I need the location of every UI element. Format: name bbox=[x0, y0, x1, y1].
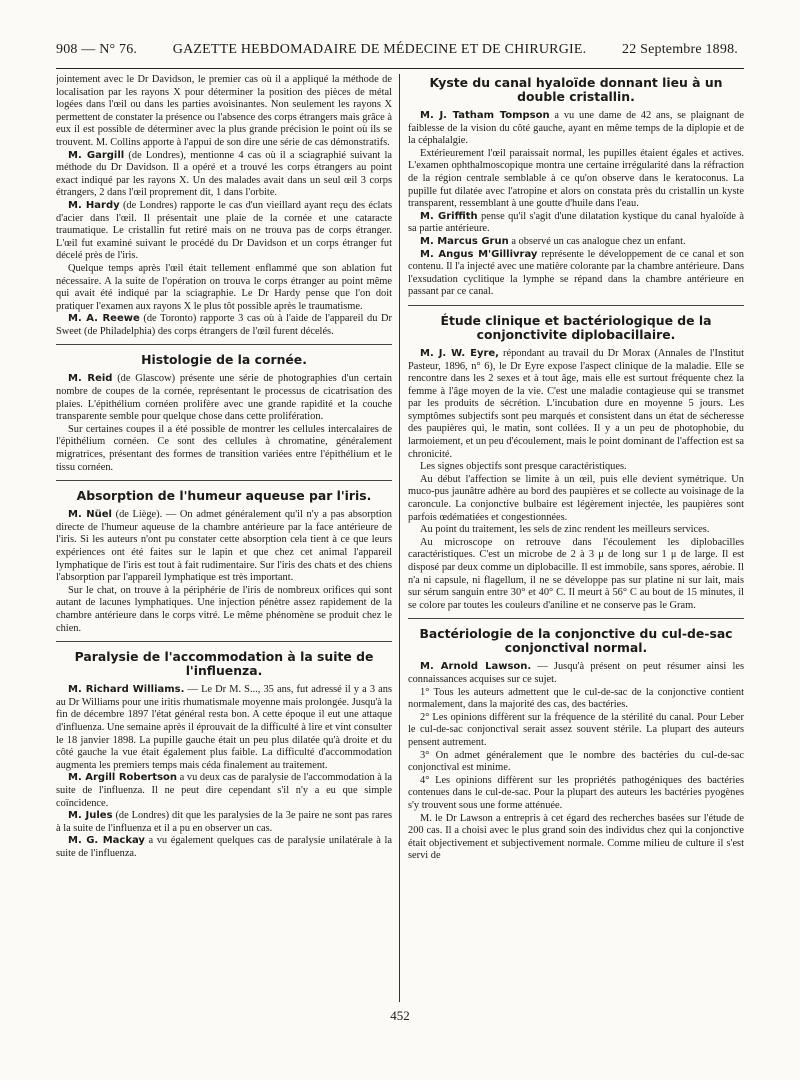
paragraph: M. G. Mackay a vu également quelques cas de paralysie unilatérale à la suite de l'influenza. bbox=[56, 835, 392, 859]
speaker-name: M. Nüel bbox=[68, 509, 112, 521]
speaker-name: M. Hardy bbox=[68, 199, 120, 211]
section-divider bbox=[408, 305, 744, 306]
section-heading-bacteriologie: Bactériologie de la conjonctive du cul-de-sac conjonctival normal. bbox=[419, 626, 733, 656]
section-heading-kyste: Kyste du canal hyaloïde donnant lieu à un double cristallin. bbox=[429, 75, 723, 104]
paragraph: 2° Les opinions diffèrent sur la fréquence de la stérilité du canal. Pour Leber le cul-de-sac conjonctival serait assez souvent stérile. La plupart des auteurs pensent autrement. bbox=[408, 711, 744, 748]
speaker-name: M. J. W. Eyre, bbox=[420, 347, 499, 359]
section-heading-absorption: Absorption de l'humeur aqueuse par l'iris. bbox=[76, 488, 372, 504]
speaker-name: M. J. Tatham Tompson bbox=[420, 110, 550, 121]
header-issue: 908 — N° 76. bbox=[56, 42, 138, 57]
section-divider bbox=[56, 480, 392, 481]
speaker-name: M. Griffith bbox=[420, 210, 478, 222]
running-header bbox=[56, 42, 738, 58]
paragraph: M. Angus M'Gillivray représente le développement de ce canal et son contenu. Il l'a injecté avec une matière colorante par la chambre antérieure. Dans l'exsudation cyclitique la lymphe se répand dans la chambre antérieure en passant par ce canal. bbox=[408, 248, 744, 298]
speaker-name: M. Argill Robertson bbox=[68, 772, 178, 784]
paragraph: M. A. Reewe (de Toronto) rapporte 3 cas où à l'aide de l'appareil du Dr Sweet (de Philadelphia) des corps étrangers de l'œil furent décelés. bbox=[56, 313, 392, 337]
left-column bbox=[56, 74, 392, 1002]
paragraph: jointement avec le Dr Davidson, le premier cas où il a appliqué la méthode de localisation par les rayons X pour déterminer la position des pièces de métal logées dans l'œil ou dans les parties avoisinantes. Non seulement les rayons X permettent de constater la présence ou l'absence des corps étrangers mais grâce à eux il est possible de déterminer avec la plus grande précision le point où ils se trouvent. M. Collins apporte à l'appui de son dire une série de cas démonstratifs. bbox=[56, 74, 392, 148]
speaker-name: M. Angus M'Gillivray bbox=[420, 248, 538, 260]
paragraph: M. Griffith pense qu'il s'agit d'une dilatation kystique du canal hyaloïde à sa partie antérieure. bbox=[408, 210, 744, 235]
speaker-name: M. Marcus Grun bbox=[420, 235, 509, 247]
paragraph: 4° Les opinions diffèrent sur les propriétés pathogéniques des bactéries contenues dans le cul-de-sac. Pour la plupart des auteurs les bactéries pyogènes s'y trouvent sous une forme atténuée. bbox=[408, 774, 744, 811]
paragraph: M. Marcus Grun a observé un cas analogue chez un enfant. bbox=[420, 235, 686, 247]
paragraph: M. J. W. Eyre, répondant au travail du Dr Morax (Annales de l'Institut Pasteur, 1896, n° 6), le Dr Eyre expose l'aspect clinique de la maladie. Elle se rencontre dans les 2 sexes et à tout âge, mais elle est surtout fréquente chez la femme à l'âge moyen de la vie. C'est une maladie contagieuse qui se transmet par les produits de sécrétion. L'incubation dure en moyenne 5 jours. Les symptômes subjectifs sont peu marqués et consistent dans un état de sécheresse des paupières qui, le matin, sont collées. Il y a un peu de photophobie, du larmoiement, et un peu d'écoulement, mais le point dominant de l'affection est sa chronicité. bbox=[408, 347, 744, 460]
journal-title: GAZETTE HEBDOMADAIRE DE MÉDECINE ET DE CHIRURGIE. bbox=[172, 42, 587, 57]
header-rule bbox=[56, 68, 744, 69]
header-date: 22 Septembre 1898. bbox=[622, 42, 738, 57]
section-divider bbox=[408, 618, 744, 619]
section-divider bbox=[56, 641, 392, 642]
paragraph: M. Reid (de Glascow) présente une série de photographies d'un certain nombre de coupes de la cornée, représentant le processus de cicatrisation des plaies. L'épithélium cornéen prolifère avec une grande rapidité et la couche transparente semble pour quelque chose dans cette prolifération. bbox=[56, 373, 392, 423]
paragraph: M. Arnold Lawson. — Jusqu'à présent on peut résumer ainsi les connaissances acquises sur ce sujet. bbox=[408, 661, 744, 685]
paragraph: 3° On admet généralement que le nombre des bactéries du cul-de-sac conjonctival est minime. bbox=[408, 749, 744, 774]
speaker-name: M. Arnold Lawson. bbox=[420, 661, 532, 673]
paragraph: 1° Tous les auteurs admettent que le cul-de-sac de la conjonctive contient normalement, dans la majorité des cas, des bactéries. bbox=[408, 686, 744, 711]
speaker-name: M. Reid bbox=[68, 373, 113, 385]
paragraph: M. Jules (de Londres) dit que les paralysies de la 3e paire ne sont pas rares à la suite de l'influenza et il a pu en observer un cas. bbox=[56, 810, 392, 834]
right-column bbox=[408, 74, 744, 1002]
speaker-name: M. Jules bbox=[68, 810, 113, 822]
paragraph: Au début l'affection se limite à un œil, puis elle devient symétrique. Un muco-pus jaunâtre adhère au bord des paupières et se collecte au voisinage de la caroncule. La conjonctive bulbaire est légèrement injectée, les paupières sont parfois œdématiées et congestionnées. bbox=[408, 473, 744, 523]
paragraph: Sur le chat, on trouve à la périphérie de l'iris de nombreux orifices qui sont autant de lacunes lymphatiques. Une injection pénètre assez rapidement de la chambre antérieure dans le corps vitré. Le même phénomène se produit chez le chien. bbox=[56, 584, 392, 634]
paragraph: Extérieurement l'œil paraissait normal, les pupilles étaient égales et actives. L'examen ophthalmoscopique montra une certaine irrégularité dans la réfraction de la région centrale semblable à ce qu'on observe dans le keratoconus. La pupille fut dilatée avec l'atropine et alors on constata près du cristallin un kyste transparent, ressemblant à une goutte d'huile dans l'eau. bbox=[408, 147, 744, 210]
paragraph: M. Richard Williams. — Le Dr M. S..., 35 ans, fut adressé il y a 3 ans au Dr Williams pour une iritis rhumatismale moyenne mais prolongée. Jusqu'à la fin de décembre 1897 l'état général resta bon. A cette époque il eut une attaque d'influenza. Une semaine après il éprouvait de la difficulté à lire et vint consulter le 18 janvier 1898. La pupille gauche était un peu plus dilatée qu'à droite et du côté gauche la vue était également plus faible. La difficulté d'accommodation augmenta les premiers temps mais céda finalement au traitement. bbox=[56, 684, 392, 771]
paragraph: M. Nüel (de Liège). — On admet généralement qu'il n'y a pas absorption directe de l'humeur aqueuse de la chambre antérieure par la face antérieure de l'iris. Si les auteurs n'ont pu constater cette absorption cela tient à ce que leurs expériences ont été faites sur le lapin et que chez cet animal l'appareil lymphatique de l'iris est tout à fait rudimentaire. Sur l'iris des chats et des chiens l'absorption par l'appareil lymphatique est très important. bbox=[56, 509, 392, 584]
paragraph: M. Argill Robertson a vu deux cas de paralysie de l'accommodation à la suite de l'influenza. Il ne peut dire cependant s'il n'y a eu que simple coïncidence. bbox=[56, 772, 392, 809]
paragraph: Quelque temps après l'œil était tellement enflammé que son ablation fut nécessaire. A la suite de l'opération on trouva le corps étranger au point même qui avait été indiqué par la sciagraphie. Le Dr Hardy pense que l'on doit pratiquer l'examen aux rayons X le plus tôt possible après le traumatisme. bbox=[56, 262, 392, 312]
speaker-name: M. Richard Williams. bbox=[68, 684, 185, 696]
column-rule bbox=[399, 74, 400, 1002]
paragraph: M. Hardy (de Londres) rapporte le cas d'un vieillard ayant reçu des éclats d'acier dans l'œil. Il présentait une plaie de la cornée et une cataracte traumatique. Le cristallin fut retiré mais on ne trouva pas de corps étranger. L'œil fut examiné suivant le procédé du Dr Davidson et un corps étranger fut décelé près de l'iris. bbox=[56, 199, 392, 262]
section-heading-paralysie: Paralysie de l'accommodation à la suite de l'influenza. bbox=[74, 649, 374, 679]
speaker-name: M. G. Mackay bbox=[68, 835, 145, 847]
paragraph: Les signes objectifs sont presque caractéristiques. bbox=[420, 461, 627, 473]
paragraph: Sur certaines coupes il a été possible de montrer les cellules intercalaires de l'épithélium cornéen. Ce sont des cellules à chromatine, généralement migratrices, présentant des formes de transition variées entre l'épithélium et le tissu cornéen. bbox=[56, 423, 392, 473]
paragraph: M. Gargill (de Londres), mentionne 4 cas où il a sciagraphié suivant la méthode du Dr Davidson. Il a opéré et a trouvé les corps étrangers au point exact indiqué par les rayons X. Un des malades avait dans un seul œil 3 corps étrangers, 2 dans l'œil proprement dit, 1 dans l'orbite. bbox=[56, 149, 392, 199]
page-number: 452 bbox=[390, 1008, 410, 1023]
paragraph: M. J. Tatham Tompson a vu une dame de 42 ans, se plaignant de faiblesse de la vision du côté gauche, ayant en même temps de la diplopie et de la céphalalgie. bbox=[408, 110, 744, 147]
section-divider bbox=[56, 344, 392, 345]
speaker-name: M. A. Reewe bbox=[68, 313, 140, 325]
section-heading-etude: Étude clinique et bactériologique de la conjonctivite diplobacillaire. bbox=[440, 312, 712, 342]
paragraph: M. le Dr Lawson a entrepris à cet égard des recherches basées sur l'étude de 200 cas. Il a choisi avec le plus grand soin des individus chez qui la conjonctive était objectivement et subjectivement normale. Comme milieu de culture il s'est servi de bbox=[408, 812, 744, 862]
paragraph: Au microscope on retrouve dans l'écoulement les diplobacilles caractéristiques. C'est un microbe de 2 à 3 μ de long sur 1 μ de large. Il est disposé par deux comme un diplobacille. Il est immobile, sans spores, aérobie. Il n'a ni capsule, ni flagellum, il ne se développe pas sur platine ni sur lait, mais sur sérum sanguin entre 30° et 40° C. Il meurt à 56° C au bout de 15 minutes, il se colore par toutes les couleurs d'aniline et ne conserve pas le Gram. bbox=[408, 536, 744, 611]
paragraph: Au point du traitement, les sels de zinc rendent les meilleurs services. bbox=[420, 524, 710, 536]
speaker-name: M. Gargill bbox=[68, 149, 125, 161]
section-heading-histologie: Histologie de la cornée. bbox=[141, 352, 307, 368]
